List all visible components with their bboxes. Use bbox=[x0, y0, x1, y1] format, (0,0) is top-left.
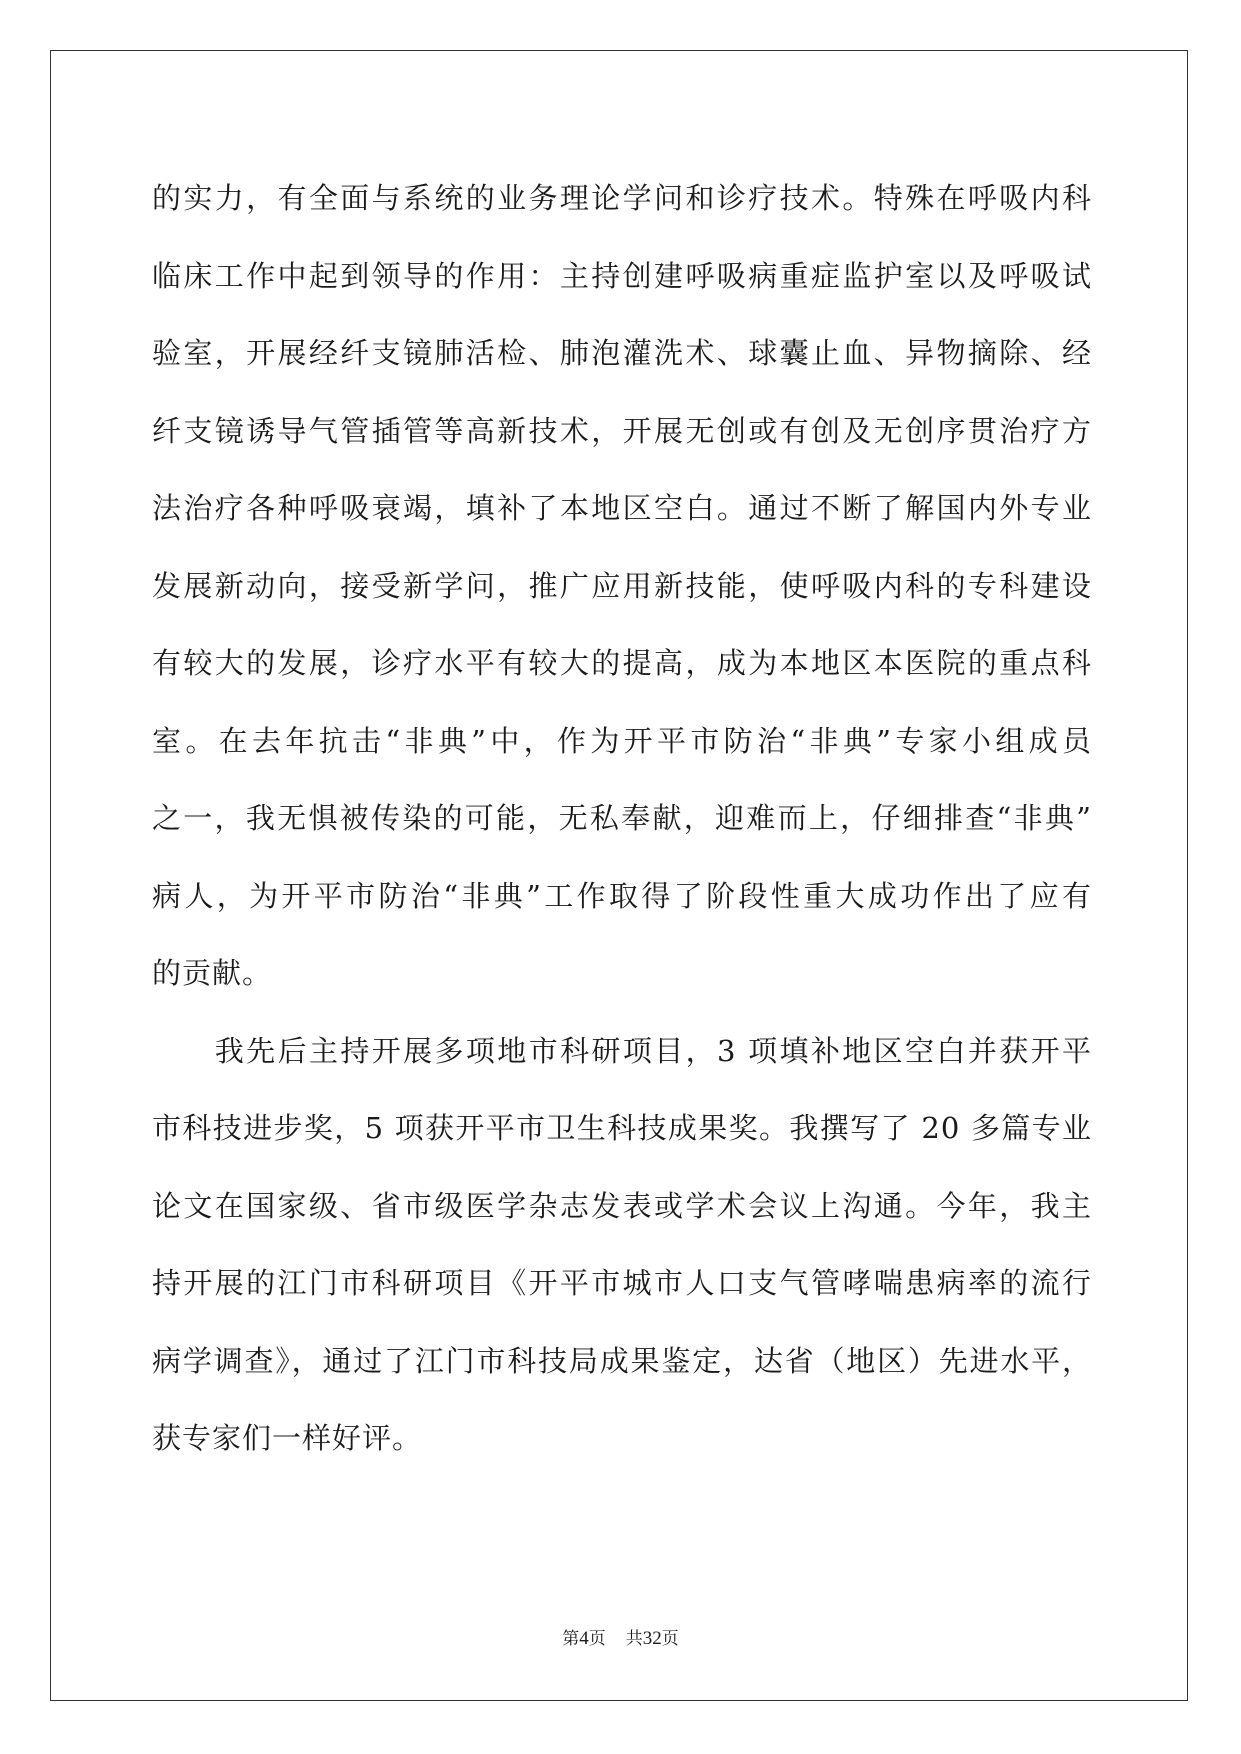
text-line: 我先后主持开展多项地市科研项目，3 项填补地区空白并获开平 bbox=[152, 1033, 1092, 1068]
text-line: 持开展的江门市科研项目《开平市城市人口支气管哮喘患病率的流行 bbox=[152, 1266, 1092, 1300]
page-suffix: 页 bbox=[588, 1629, 606, 1649]
body-text bbox=[152, 160, 1092, 1478]
text-line: 病学调查》，通过了江门市科技局成果鉴定，达省（地区）先进水平， bbox=[152, 1343, 1092, 1378]
text-line: 的贡献。 bbox=[152, 956, 273, 990]
text-line: 之一，我无惧被传染的可能，无私奉献，迎难而上，仔细排查“非典” bbox=[152, 801, 1092, 835]
text-line: 有较大的发展，诊疗水平有较大的提高，成为本地区本医院的重点科 bbox=[152, 646, 1092, 680]
text-line: 市科技进步奖，5 项获开平市卫生科技成果奖。我撰写了 20 多篇专业 bbox=[152, 1111, 1092, 1145]
text-line: 验室，开展经纤支镜肺活检、肺泡灌洗术、球囊止血、异物摘除、经 bbox=[152, 336, 1092, 370]
text-line: 法治疗各种呼吸衰竭，填补了本地区空白。通过不断了解国内外专业 bbox=[152, 491, 1092, 525]
text-line: 室。在去年抗击“非典”中，作为开平市防治“非典”专家小组成员 bbox=[152, 723, 1092, 758]
total-prefix: 共 bbox=[625, 1629, 643, 1649]
page-footer bbox=[0, 1624, 1241, 1650]
page-number: 4 bbox=[579, 1628, 589, 1649]
total-pages: 32 bbox=[642, 1628, 662, 1649]
text-line: 论文在国家级、省市级医学杂志发表或学术会议上沟通。今年，我主 bbox=[152, 1188, 1092, 1223]
text-line: 病人，为开平市防治“非典”工作取得了阶段性重大成功作出了应有 bbox=[152, 878, 1092, 913]
page-prefix: 第 bbox=[562, 1629, 580, 1649]
text-line: 临床工作中起到领导的作用：主持创建呼吸病重症监护室以及呼吸试 bbox=[152, 258, 1092, 293]
text-line: 的实力，有全面与系统的业务理论学问和诊疗技术。特殊在呼吸内科 bbox=[152, 181, 1092, 215]
text-line: 纤支镜诱导气管插管等高新技术，开展无创或有创及无创序贯治疗方 bbox=[152, 413, 1092, 448]
text-line: 发展新动向，接受新学问，推广应用新技能，使呼吸内科的专科建设 bbox=[152, 568, 1092, 603]
text-line: 获专家们一样好评。 bbox=[152, 1421, 423, 1455]
total-suffix: 页 bbox=[661, 1629, 679, 1649]
